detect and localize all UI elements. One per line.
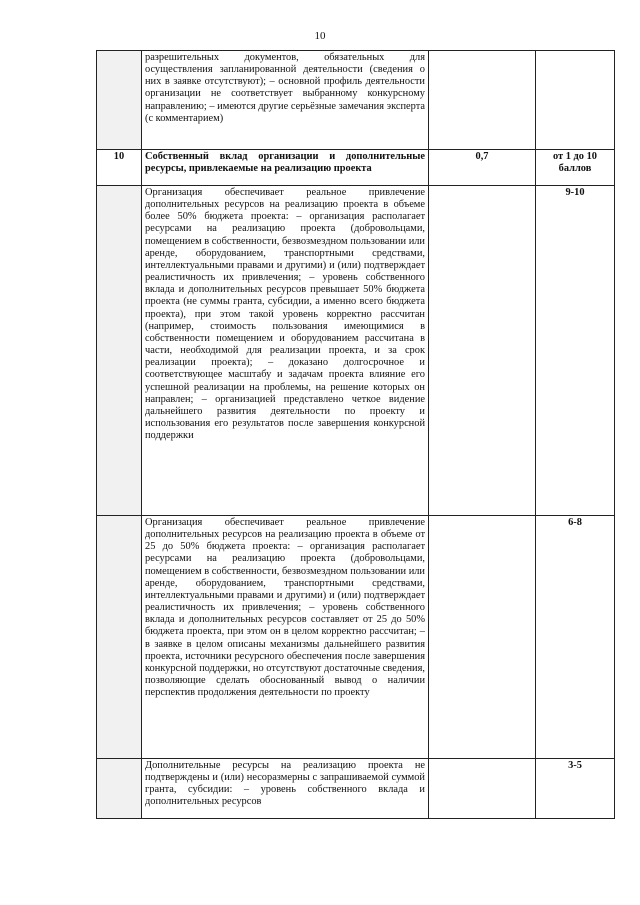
score-level-row bbox=[97, 186, 615, 516]
weight-cell bbox=[429, 516, 536, 759]
score-level-description: Организация обеспечивает реальное привлечение дополнительных ресурсов на реализацию проекта в объеме от 25 до 50% бюджета проекта: – организация располагает ресурсами на реализацию проекта (добровольцами, помещением в собственности, безвозмездном пользовании или аренде, оборудованием, транспортными средствами, интеллектуальными правами и другими) и (или) подтверждает реалистичность их привлечения; – уровень собственного вклада и дополнительных ресурсов составляет от 25 до 50% бюджета проекта, при этом он в целом корректно рассчитан; – в заявке в целом описаны механизмы дальнейшего развития проекта, источники ресурсного обеспечения после завершения конкурсной поддержки, но отсутствуют достаточные сведения, позволяющие сделать обоснованный вывод о наличии перспектив продолжения деятельности по проекту bbox=[142, 516, 429, 759]
criterion-score-range: от 1 до 10 баллов bbox=[536, 150, 615, 186]
score-level-row bbox=[97, 516, 615, 759]
criterion-title: Собственный вклад организации и дополнительные ресурсы, привлекаемые на реализацию проекта bbox=[142, 150, 429, 186]
weight-cell bbox=[429, 186, 536, 516]
score-level-value: 6-8 bbox=[536, 516, 615, 759]
criterion-header-row bbox=[97, 150, 615, 186]
score-level-value: 9-10 bbox=[536, 186, 615, 516]
continuation-description-cell: разрешительных документов, обязательных для осуществления запланированной деятельности (сведения о них в заявке отсутствуют); – основной профиль деятельности организации не соответствует выбранному конкурсному направлению; – имеются другие серьёзные замечания эксперта (с комментарием) bbox=[142, 51, 429, 150]
number-cell bbox=[97, 516, 142, 759]
score-level-row bbox=[97, 759, 615, 819]
page-number: 10 bbox=[314, 30, 326, 42]
number-cell bbox=[97, 186, 142, 516]
number-cell bbox=[97, 51, 142, 150]
evaluation-criteria-table bbox=[96, 50, 615, 819]
criterion-number: 10 bbox=[97, 150, 142, 186]
weight-cell bbox=[429, 759, 536, 819]
score-level-description: Организация обеспечивает реальное привлечение дополнительных ресурсов на реализацию проекта в объеме более 50% бюджета проекта: – организация располагает ресурсами на реализацию проекта (добровольцами, помещением в собственности, безвозмездном пользовании или аренде, оборудованием, транспортными средствами, интеллектуальными правами и другими) и (или) подтверждает реалистичность их привлечения; – уровень собственного вклада и дополнительных ресурсов превышает 50% бюджета проекта (не суммы гранта, субсидии, а именно всего бюджета проекта), при этом такой уровень корректно рассчитан (например, стоимость пользования имеющимися в собственности помещением и оборудованием рассчитана в части, необходимой для реализации проекта, и за срок реализации проекта); – доказано долгосрочное и соответствующее масштабу и задачам проекта влияние его успешной реализации на проблемы, на решение которых он направлен; – организацией представлено четкое видение дальнейшего развития деятельности по проекту и использования его результатов после завершения конкурсной поддержки bbox=[142, 186, 429, 516]
criterion-weight: 0,7 bbox=[429, 150, 536, 186]
table-row bbox=[97, 51, 615, 150]
number-cell bbox=[97, 759, 142, 819]
score-level-description: Дополнительные ресурсы на реализацию проекта не подтверждены и (или) несоразмерны с запрашиваемой суммой гранта, субсидии: – уровень собственного вклада и дополнительных ресурсов bbox=[142, 759, 429, 819]
weight-cell bbox=[429, 51, 536, 150]
score-level-value: 3-5 bbox=[536, 759, 615, 819]
score-cell bbox=[536, 51, 615, 150]
